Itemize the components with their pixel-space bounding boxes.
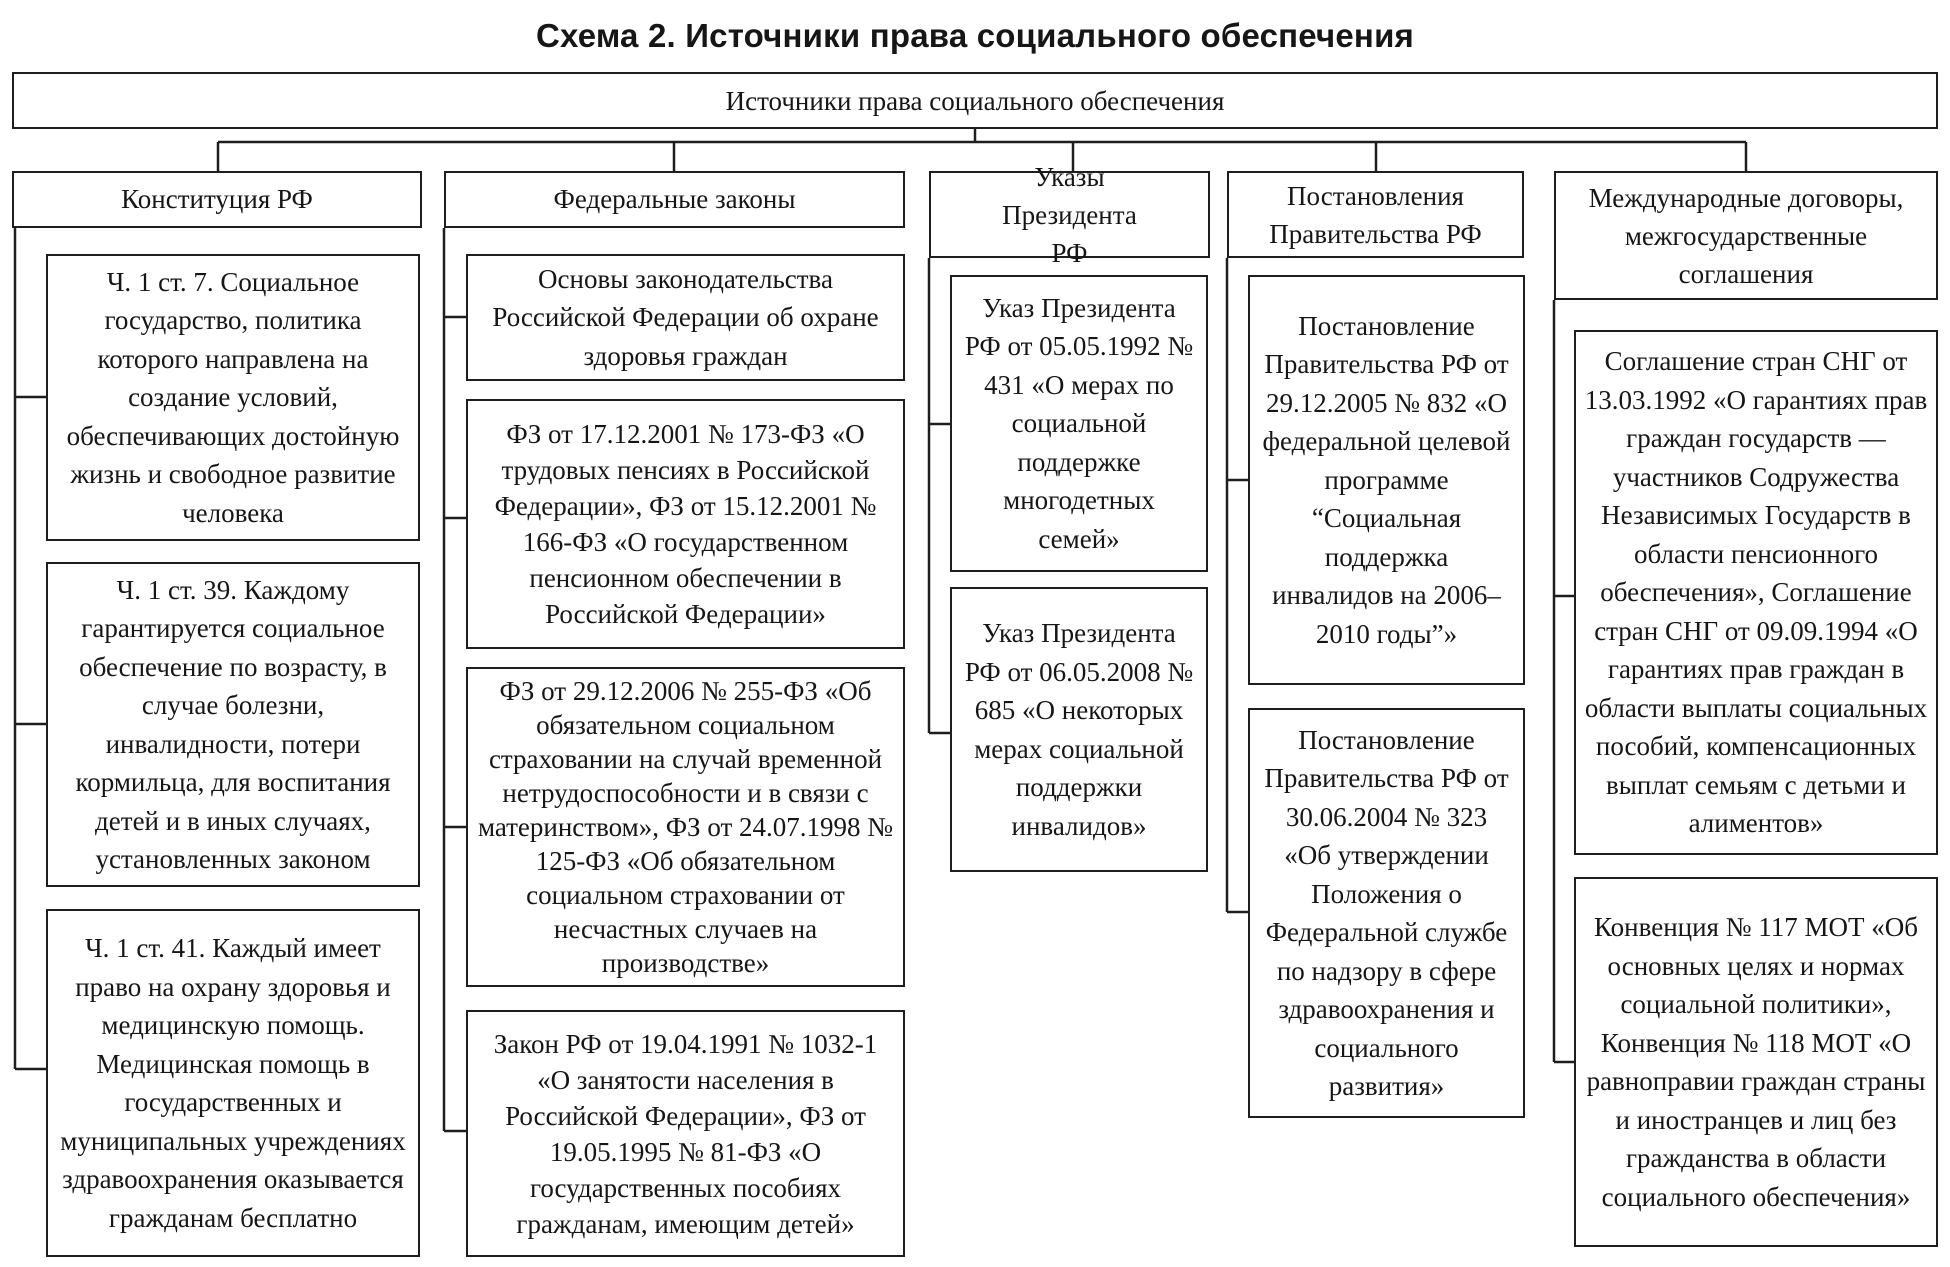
government-item <box>1248 275 1525 685</box>
category-label: Постановления Правительства РФ <box>1269 180 1482 249</box>
item-text: Конвенция № 117 МОТ «Об основных целях и нормах социальной политики», Конвенция № 118 МОТ «О равноправии граждан страны и иностранцев и лиц без гражданства в области социального обеспечения» <box>1586 912 1926 1212</box>
item-text: Указ Президента РФ от 05.05.1992 № 431 «О мерах по социальной поддержке многодетных семей» <box>964 292 1194 554</box>
federal-law-item <box>466 254 905 381</box>
international-item <box>1574 330 1938 855</box>
category-label: Федеральные законы <box>553 184 796 215</box>
category-header-international <box>1554 171 1938 300</box>
item-text: Постановление Правительства РФ от 29.12.2005 № 832 «О федеральной целевой программе “Социальная поддержка инвалидов на 2006–2010 годы”» <box>1262 310 1511 649</box>
item-text: Основы законодательства Российской Федерации об охране здоровья граждан <box>492 263 879 371</box>
category-label: Указы Президента РФ <box>1002 161 1137 268</box>
category-label: Конституция РФ <box>121 184 313 215</box>
constitution-item <box>46 254 420 541</box>
item-text: ФЗ от 17.12.2001 № 173-ФЗ «О трудовых пенсиях в Российской Федерации», ФЗ от 15.12.2001 № 166-ФЗ «О государственном пенсионном обеспечении в Российской Федерации» <box>494 419 877 629</box>
item-text: ФЗ от 29.12.2006 № 255-ФЗ «Об обязательном социальном страховании на случай временной нетрудоспособности и в связи с материнством», ФЗ от 24.07.1998 № 125-ФЗ «Об обязательном социальном страховании от несчастных случаев на производстве» <box>477 676 894 978</box>
constitution-item <box>46 909 420 1257</box>
diagram-title: Схема 2. Источники права социального обеспечения <box>535 17 1415 54</box>
item-text: Ч. 1 ст. 39. Каждому гарантируется социальное обеспечение по возрасту, в случае болезни, инвалидности, потери кормильца, для воспитания детей и в иных случаях, установленных законом <box>75 574 391 874</box>
government-item <box>1248 708 1525 1118</box>
category-header-decrees <box>929 161 1210 268</box>
item-text: Постановление Правительства РФ от 30.06.2004 № 323 «Об утверждении Положения о Федеральной службе по надзору в сфере здравоохранения и социального развития» <box>1264 724 1509 1101</box>
federal-law-item <box>466 667 905 987</box>
root-box: Источники права социального обеспечения <box>12 72 1938 129</box>
international-item <box>1574 877 1938 1247</box>
federal-law-item <box>466 1010 905 1257</box>
category-header-federal-laws <box>444 171 905 228</box>
decree-item <box>950 275 1208 572</box>
category-header-government <box>1227 171 1524 258</box>
federal-law-item <box>466 399 905 649</box>
category-label: Международные договоры, межгосударственные соглашения <box>1588 182 1904 289</box>
item-text: Ч. 1 ст. 41. Каждый имеет право на охрану здоровья и медицинскую помощь. Медицинская помощь в государственных и муниципальных учреждениях здравоохранения оказывается гражданам бесплатно <box>60 933 406 1233</box>
category-header-constitution <box>12 171 422 228</box>
constitution-item <box>46 562 420 887</box>
item-text: Соглашение стран СНГ от 13.03.1992 «О гарантиях прав граждан государств — участников Содружества Независимых Государств в области пенсионного обеспечения», Соглашение стран СНГ от 09.09.1994 «О гарантиях прав граждан в области выплаты социальных пособий, компенсационных выплат семьям с детьми и алиментов» <box>1584 346 1928 839</box>
decree-item <box>950 587 1208 872</box>
item-text: Указ Президента РФ от 06.05.2008 № 685 «О некоторых мерах социальной поддержки инвалидов» <box>964 618 1194 841</box>
item-text: Закон РФ от 19.04.1991 № 1032-1 «О занятости населения в Российской Федерации», ФЗ от 19.05.1995 № 81-ФЗ «О государственных пособиях гражданам, имеющим детей» <box>493 1028 878 1239</box>
item-text: Ч. 1 ст. 7. Социальное государство, политика которого направлена на создание условий, обеспечивающих достойную жизнь и свободное развитие человека <box>66 266 400 528</box>
